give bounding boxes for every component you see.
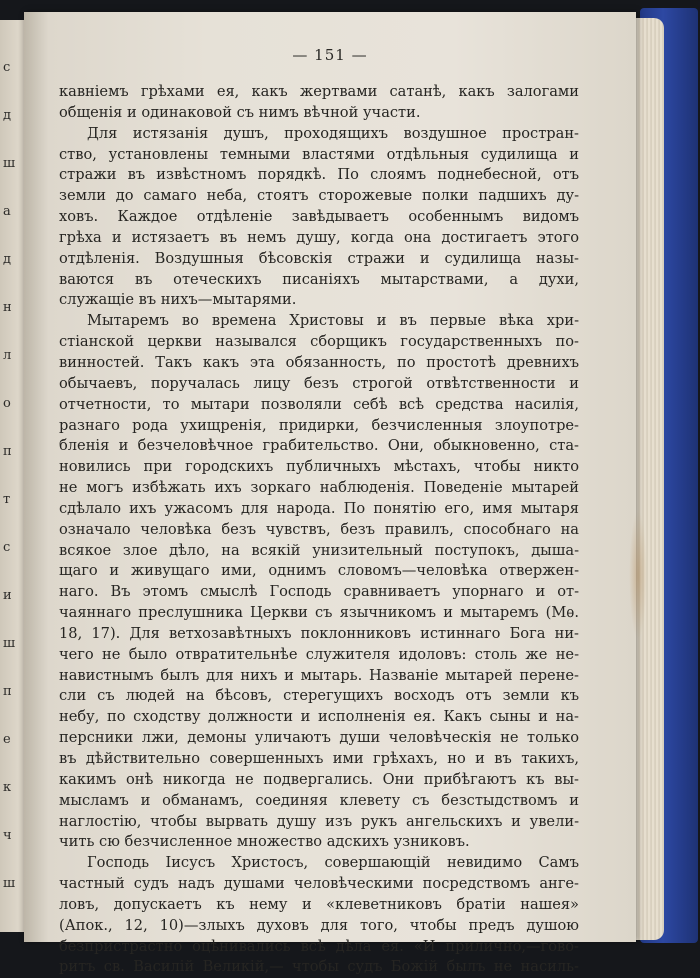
left-page-fragment: т (3, 492, 11, 507)
text-line: персники лжи, демоны уличаютъ души человѣческія не только (59, 729, 579, 747)
left-page-fragment: с (3, 540, 11, 555)
text-line: щаго и живущаго ими, однимъ словомъ—человѣка отвержен- (59, 562, 579, 580)
text-line: означало человѣка безъ чувствъ, безъ правилъ, способнаго на (59, 520, 579, 538)
left-page-fragment: к (3, 780, 12, 795)
left-page-fragment: ш (3, 636, 16, 651)
left-page-fragment: и (3, 588, 12, 603)
text-line: (Апок., 12, 10)—злыхъ духовъ для того, чтобы предъ душою (59, 916, 579, 934)
text-line: кавніемъ грѣхами ея, какъ жертвами сатанѣ, какъ залогами (59, 83, 579, 100)
text-line: наглостію, чтобы вырвать душу изъ рукъ ангельскихъ и увели- (59, 812, 579, 830)
book-page (24, 12, 636, 976)
text-line: обычаевъ, поручалась лицу безъ строгой отвѣтственности и (59, 374, 579, 392)
text-line: сли съ людей на бѣсовъ, стерегущихъ восходъ отъ земли къ (59, 687, 579, 705)
text-line: ловъ, допускаетъ къ нему и «клеветниковъ братіи нашея» (59, 895, 579, 913)
text-line: мысламъ и обманамъ, соединяя клевету съ безстыдствомъ и (59, 791, 579, 809)
text-line: отчетности, то мытари позволяли себѣ всѣ средства насилія, (59, 395, 579, 413)
text-line: не могъ избѣжать ихъ зоркаго наблюденія. Поведеніе мытарей (59, 479, 579, 497)
left-page-fragment: д (3, 252, 12, 267)
text-line: ритъ св. Василій Великій,— чтобы судъ Божій былъ не насиль- (59, 958, 579, 976)
left-page-fragment: п (3, 684, 12, 699)
left-page-fragment: н (3, 300, 12, 315)
page-stain (629, 510, 647, 640)
text-line: разнаго рода ухищренія, придирки, безчисленныя злоупотре- (59, 416, 579, 434)
text-line: какимъ онѣ никогда не подвергались. Они прибѣгаютъ къ вы- (59, 770, 579, 788)
left-page-fragment: ч (3, 828, 12, 843)
text-line: навистнымъ былъ для нихъ и мытарь. Названіе мытарей перене- (59, 666, 579, 684)
text-line: отдѣленія. Воздушныя бѣсовскія стражи и судилища назы- (59, 249, 579, 267)
text-line: наго. Въ этомъ смыслѣ Господь сравниваетъ упорнаго и от- (59, 583, 579, 601)
text-line: чаяннаго преслушника Церкви съ язычникомъ и мытаремъ (Мѳ. (59, 604, 579, 622)
text-line: винностей. Такъ какъ эта обязанность, по простотѣ древнихъ (59, 353, 579, 371)
text-line: 18, 17). Для ветхозавѣтныхъ поклонниковъ истиннаго Бога ни- (59, 624, 579, 642)
left-page-fragment: ш (3, 156, 16, 171)
text-line: всякое злое дѣло, на всякій унизительный поступокъ, дыша- (59, 541, 579, 559)
text-line: стіанской церкви назывался сборщикъ государственныхъ по- (59, 333, 579, 351)
text-line: бленія и безчеловѣчное грабительство. Они, обыкновенно, ста- (59, 437, 579, 455)
text-line: Мытаремъ во времена Христовы и въ первые вѣка хри- (87, 312, 579, 330)
text-line: служащіе въ нихъ—мытарями. (59, 291, 297, 309)
text-line: общенія и одинаковой съ нимъ вѣчной участи. (59, 103, 421, 121)
text-line: безпристрастно оцѣнивались всѣ дѣла ея. «И прилично,—гово- (59, 937, 579, 955)
page-number: — 151 — (292, 46, 368, 64)
left-page-fragment: с (3, 60, 11, 75)
left-page-fragment: л (3, 348, 12, 363)
left-page-fragment: а (3, 204, 11, 219)
text-line: ховъ. Каждое отдѣленіе завѣдываетъ особеннымъ видомъ (59, 208, 579, 226)
text-line: въ дѣйствительно совершенныхъ ими грѣхахъ, но и въ такихъ, (59, 750, 579, 767)
text-line: ваются въ отеческихъ писаніяхъ мытарствами, а духи, (59, 270, 579, 288)
text-line: чить сю безчисленное множество адскихъ узниковъ. (59, 833, 470, 851)
text-line: чего не было отвратительнѣе служителя идоловъ: столь же не- (59, 645, 579, 663)
text-line: частный судъ надъ душами человѣческими посредствомъ анге- (59, 875, 579, 893)
text-line: Для истязанія душъ, проходящихъ воздушное простран- (87, 124, 579, 142)
text-line: сдѣлало ихъ ужасомъ для народа. По понятію его, имя мытаря (59, 499, 579, 517)
text-line: грѣха и истязаетъ въ немъ душу, когда она достигаетъ этого (59, 228, 579, 246)
left-page-fragment: п (3, 444, 12, 459)
left-page-fragment: о (3, 396, 11, 411)
text-line: новились при городскихъ публичныхъ мѣстахъ, чтобы никто (59, 458, 579, 476)
text-line: земли до самаго неба, стоятъ сторожевые полки падшихъ ду- (59, 187, 579, 205)
text-line: небу, по сходству должности и исполненія ея. Какъ сыны и на- (59, 708, 579, 726)
text-line: ство, установлены темными властями отдѣльныя судилища и (59, 145, 579, 163)
text-line: стражи въ извѣстномъ порядкѣ. По слоямъ поднебесной, отъ (59, 166, 579, 184)
text-line: Господь Іисусъ Христосъ, совершающій невидимо Самъ (87, 854, 579, 872)
left-page-fragment: е (3, 732, 11, 747)
left-page-fragment: д (3, 108, 12, 123)
page-text (59, 82, 579, 978)
left-page-fragment: ш (3, 876, 16, 891)
